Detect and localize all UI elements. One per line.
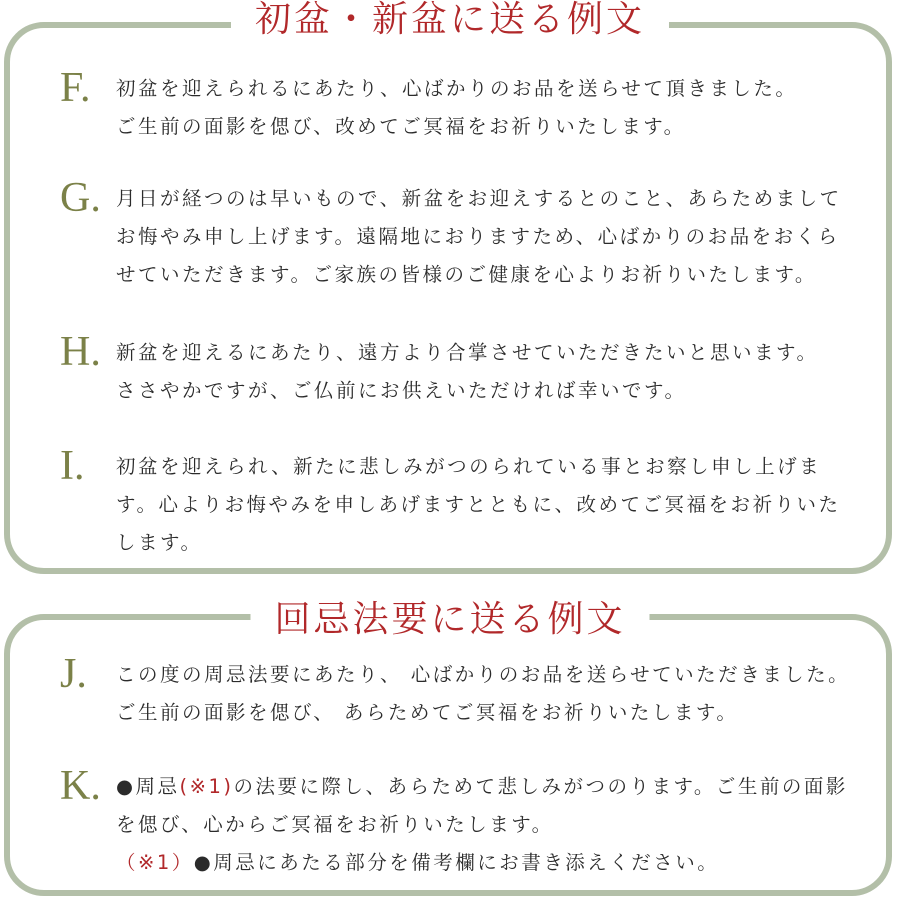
note-marker: (※1) [179,775,234,798]
item-text: ●周忌(※1)の法要に際し、あらためて悲しみがつのります。ご生前の面影 を偲び、心からご冥福をお祈りいたします。 （※1）●周忌にあたる部分を備考欄にお書き添えください。 [116,775,848,874]
item-text: 初盆を迎えられるにあたり、心ばかりのお品を送らせて頂きました。 ご生前の面影を偲び、改めてご冥福をお祈りいたします。 [116,77,798,138]
note-marker: （※1） [116,851,194,874]
item-letter: F. [60,65,91,111]
section-title-kaiki: 回忌法要に送る例文 [250,598,649,642]
item-letter: G. [60,175,101,221]
item-letter: J. [60,651,87,697]
item-letter: H. [60,329,101,375]
item-text: 初盆を迎えられ、新たに悲しみがつのられている事とお察し申し上げま す。心よりお悔やみを申しあげますとともに、改めてご冥福をお祈りいた します。 [116,455,841,554]
item-letter: I. [60,443,85,489]
item-text: 月日が経つのは早いもので、新盆をお迎えするとのこと、あらためまして お悔やみ申し上げます。遠隔地におりますため、心ばかりのお品をおくら せていただきます。ご家族の皆様のご健康を心よりお祈りいたします。 [116,187,842,286]
item-text: この度の周忌法要にあたり、 心ばかりのお品を送らせていただきました。 ご生前の面影を偲び、 あらためてご冥福をお祈りいたします。 [116,663,851,724]
section-title-hatsubon: 初盆・新盆に送る例文 [231,0,669,42]
item-letter: K. [60,763,101,809]
item-text: 新盆を迎えるにあたり、遠方より合掌させていただきたいと思います。 ささやかですが、ご仏前にお供えいただければ幸いです。 [116,341,819,402]
